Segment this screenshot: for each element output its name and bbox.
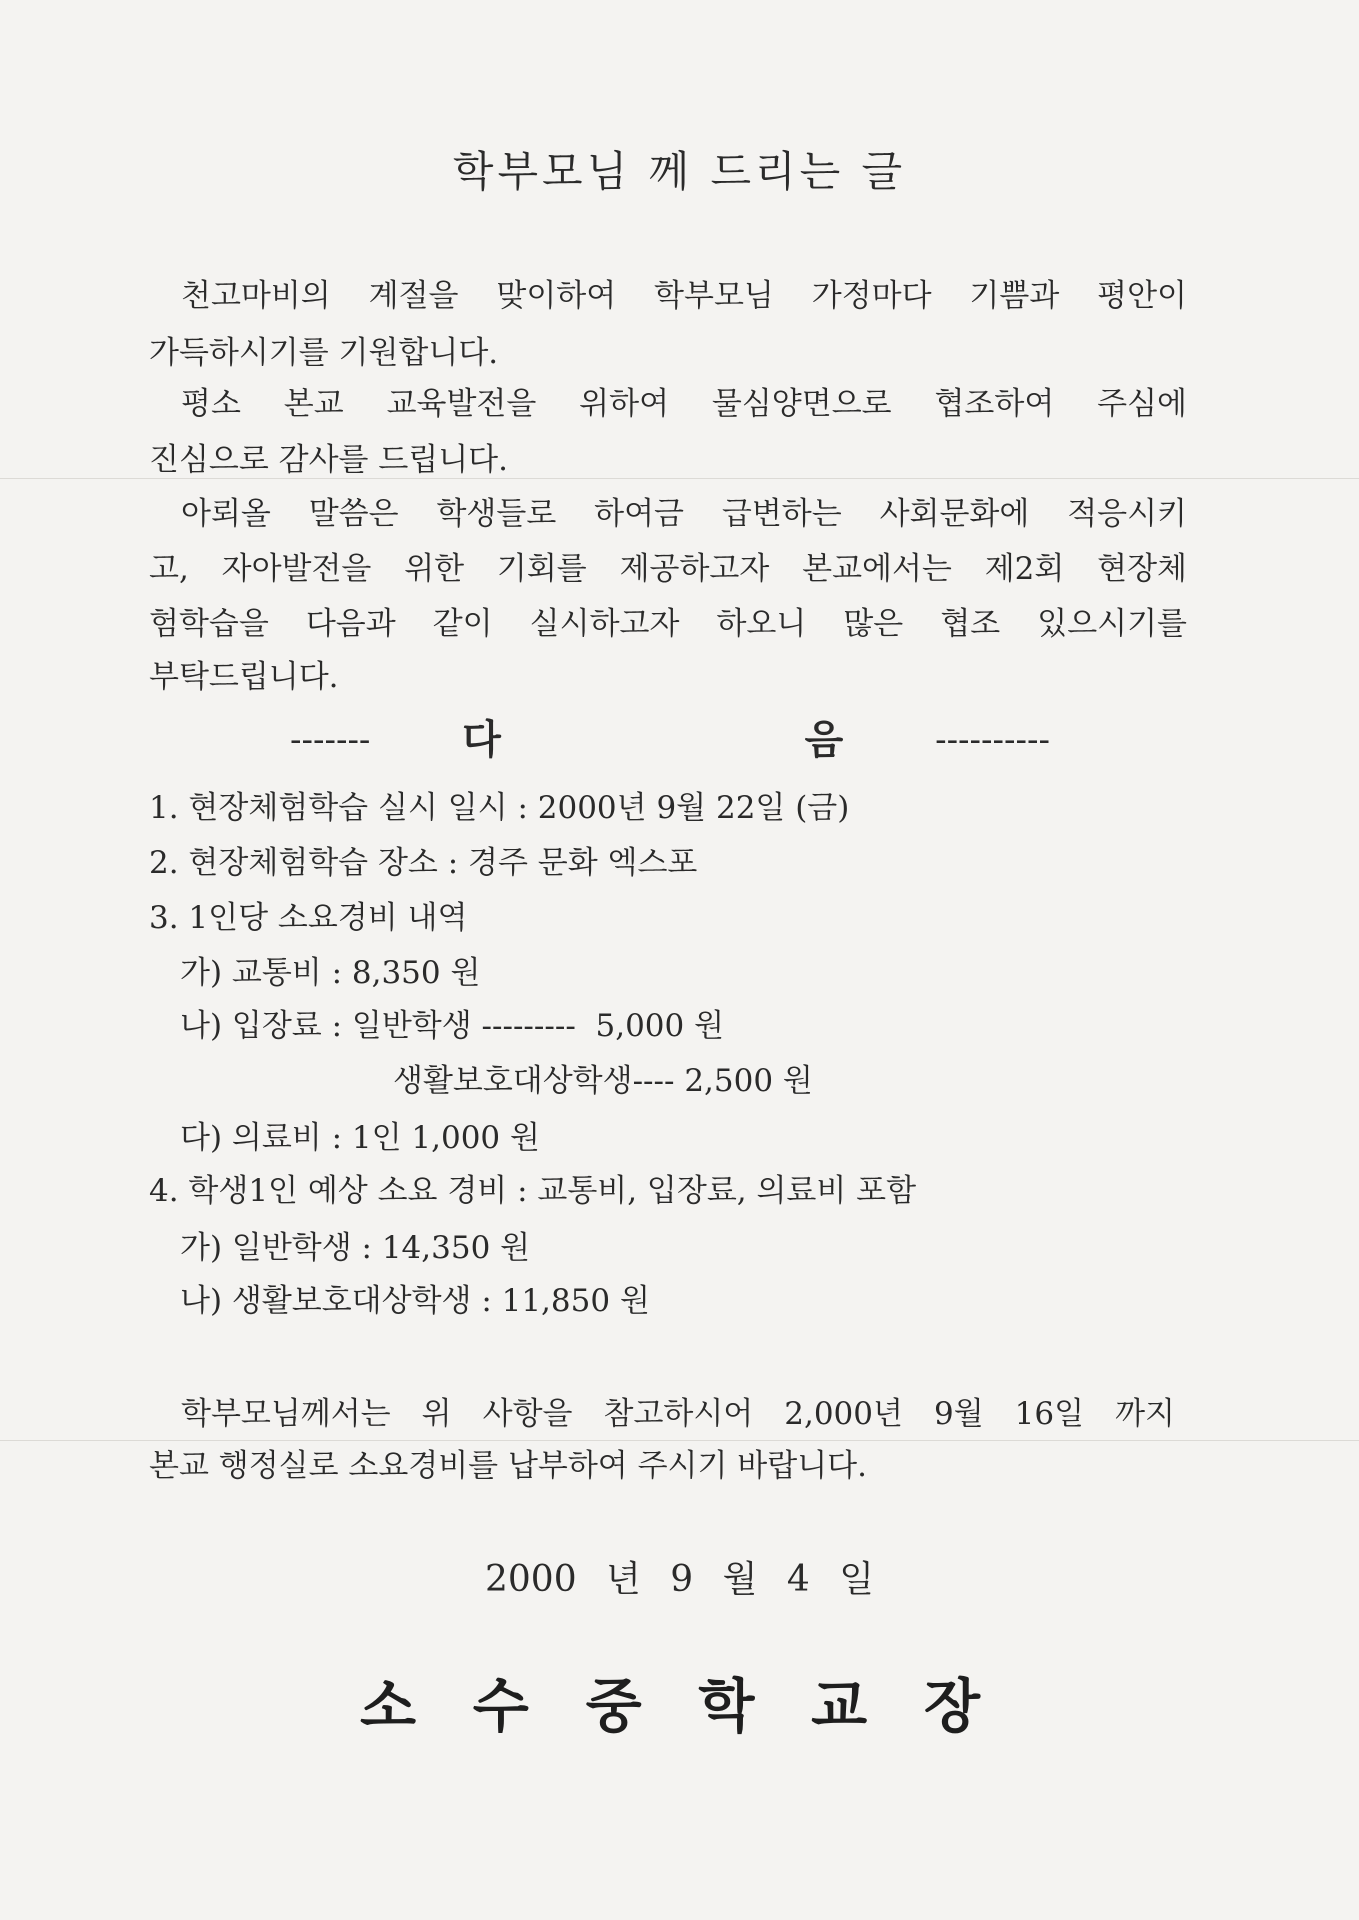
list-subitem: 나) 입장료 : 일반학생 --------- 5,000 원 <box>180 1008 725 1044</box>
separator-word: 다 <box>462 716 501 763</box>
closing-line: 학부모님께서는 위 사항을 참고하시어 2,000년 9월 16일 까지 <box>181 1396 1175 1432</box>
list-item: 4. 학생1인 예상 소요 경비 : 교통비, 입장료, 의료비 포함 <box>149 1173 917 1209</box>
paragraph-line: 평소 본교 교육발전을 위하여 물심양면으로 협조하여 주심에 <box>181 386 1187 422</box>
section-separator <box>290 716 1050 763</box>
list-item: 3. 1인당 소요경비 내역 <box>149 900 468 936</box>
list-subitem: 생활보호대상학생---- 2,500 원 <box>393 1063 813 1099</box>
signature-school-principal: 소 수 중 학 교 장 <box>360 1672 980 1740</box>
list-subitem: 가) 일반학생 : 14,350 원 <box>180 1230 531 1266</box>
list-item: 2. 현장체험학습 장소 : 경주 문화 엑스포 <box>149 845 698 881</box>
list-subitem: 다) 의료비 : 1인 1,000 원 <box>180 1120 540 1156</box>
separator-dashes: ---------- <box>935 720 1050 760</box>
paper-fold-line <box>0 1440 1359 1441</box>
separator-word: 음 <box>804 716 844 763</box>
paragraph-line: 부탁드립니다. <box>149 659 339 695</box>
separator-dashes: ------- <box>290 720 371 760</box>
paragraph-line: 고, 자아발전을 위한 기회를 제공하고자 본교에서는 제2회 현장체 <box>149 551 1187 587</box>
paragraph-line: 아뢰올 말씀은 학생들로 하여금 급변하는 사회문화에 적응시키 <box>181 496 1187 532</box>
paragraph-line: 험학습을 다음과 같이 실시하고자 하오니 많은 협조 있으시기를 <box>149 606 1187 642</box>
list-subitem: 나) 생활보호대상학생 : 11,850 원 <box>180 1283 650 1319</box>
paragraph-line: 가득하시기를 기원합니다. <box>149 335 499 371</box>
list-item: 1. 현장체험학습 실시 일시 : 2000년 9월 22일 (금) <box>149 790 850 826</box>
page-title: 학부모님 께 드리는 글 <box>452 147 907 196</box>
list-subitem: 가) 교통비 : 8,350 원 <box>180 955 481 991</box>
paragraph-line: 진심으로 감사를 드립니다. <box>149 442 508 478</box>
paragraph-line: 천고마비의 계절을 맞이하여 학부모님 가정마다 기쁨과 평안이 <box>181 278 1187 314</box>
document-date: 2000 년 9 월 4 일 <box>485 1559 874 1600</box>
closing-line: 본교 행정실로 소요경비를 납부하여 주시기 바랍니다. <box>149 1448 867 1484</box>
